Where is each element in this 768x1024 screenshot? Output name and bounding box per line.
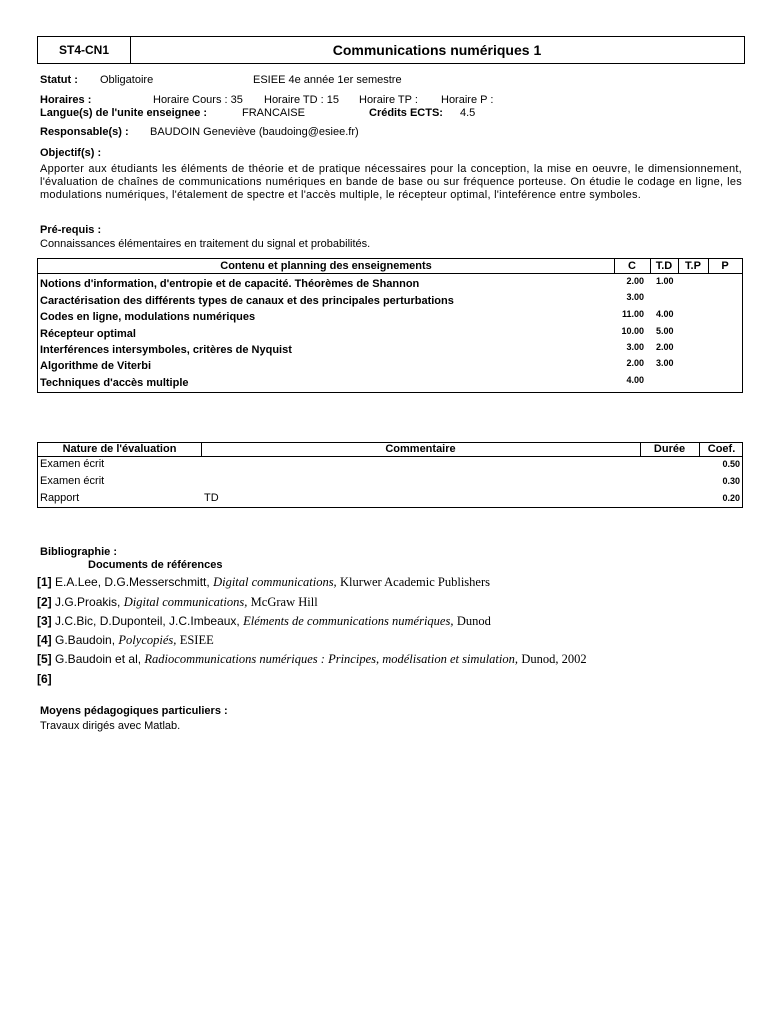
prerequis-label: Pré-requis : (40, 224, 102, 236)
contenu-header-tp: T.P (685, 260, 701, 272)
bib-item (37, 652, 587, 667)
contenu-row-c: 11.00 (621, 309, 644, 319)
contenu-row-c: 10.00 (621, 326, 644, 336)
contenu-row-c: 2.00 (626, 276, 644, 286)
objectif-text: Apporter aux étudiants les éléments de théorie et de pratique nécessaires pour la conception, la mise en oeuvre, le dimensionnement, l'évaluation de chaînes de communications numériques en bande de base ou sur fréquence porteuse. On étudie le codage en ligne, les modulations numériques, l'étalement de spectre et l'accès multiple, le récepteur optimal, l'inteférence entre symboles. (40, 163, 742, 201)
horaire-p: Horaire P : (441, 94, 494, 106)
contenu-row-td: 5.00 (656, 326, 674, 336)
contenu-row-label: Codes en ligne, modulations numériques (40, 311, 256, 323)
bibliographie-sublabel: Documents de références (88, 559, 223, 571)
eval-row-nature: Examen écrit (40, 458, 105, 470)
moyens-label: Moyens pédagogiques particuliers : (40, 705, 228, 717)
bib-author: G.Baudoin, (55, 633, 116, 647)
bib-num: [2] (37, 595, 52, 609)
contenu-row-label: Récepteur optimal (40, 328, 136, 340)
statut-label: Statut : (40, 74, 78, 86)
course-code: ST4-CN1 (38, 37, 131, 63)
responsable-label: Responsable(s) : (40, 126, 129, 138)
contenu-row-label: Algorithme de Viterbi (40, 360, 152, 372)
bib-title: Eléments de communications numériques, (243, 614, 454, 628)
bib-publisher: Dunod, 2002 (521, 652, 587, 666)
eval-row-nature: Rapport (40, 492, 80, 504)
course-title: Communications numériques 1 (332, 42, 542, 58)
bib-item (37, 672, 52, 686)
contenu-row-c: 3.00 (626, 292, 644, 302)
evaluation-table (37, 442, 743, 508)
bib-item (37, 595, 318, 610)
contenu-row-label: Techniques d'accès multiple (40, 377, 189, 389)
bib-num: [4] (37, 633, 52, 647)
eval-row-coef: 0.20 (722, 493, 740, 503)
contenu-header-td: T.D (655, 260, 673, 272)
contenu-row-td: 1.00 (656, 276, 674, 286)
bib-num: [1] (37, 575, 52, 589)
eval-header-coef: Coef. (707, 443, 736, 455)
eval-row-commentaire: TD (204, 492, 219, 504)
bib-item (37, 633, 214, 648)
contenu-row-label: Notions d'information, d'entropie et de capacité. Théorèmes de Shannon (40, 278, 420, 290)
eval-header-nature: Nature de l'évaluation (62, 443, 177, 455)
contenu-row-td: 4.00 (656, 309, 674, 319)
contenu-row-td: 3.00 (656, 358, 674, 368)
bib-num: [5] (37, 652, 52, 666)
horaire-cours: Horaire Cours : 35 (153, 94, 243, 106)
contenu-row-c: 2.00 (626, 358, 644, 368)
responsable-value: BAUDOIN Geneviève (baudoing@esiee.fr) (150, 126, 359, 138)
eval-header-duree: Durée (653, 443, 686, 455)
langue-label: Langue(s) de l'unite enseignee : (40, 107, 208, 119)
bib-publisher: Klurwer Academic Publishers (340, 575, 490, 589)
contenu-header-title: Contenu et planning des enseignements (220, 260, 432, 272)
course-header (37, 36, 745, 64)
bib-title: Digital communications, (123, 595, 248, 609)
contenu-row-label: Interférences intersymboles, critères de Nyquist (40, 344, 292, 356)
statut-value: Obligatoire (100, 74, 154, 86)
eval-row-coef: 0.30 (722, 476, 740, 486)
bib-author: J.G.Proakis, (55, 595, 121, 609)
prerequis-text: Connaissances élémentaires en traitement du signal et probabilités. (40, 238, 371, 250)
langue-value: FRANCAISE (242, 107, 305, 119)
bib-publisher: McGraw Hill (250, 595, 318, 609)
bib-publisher: ESIEE (179, 633, 214, 647)
eval-row-nature: Examen écrit (40, 475, 105, 487)
bib-author: E.A.Lee, D.G.Messerschmitt, (55, 575, 210, 589)
bib-publisher: Dunod (456, 614, 491, 628)
bib-item (37, 575, 490, 590)
bib-author: G.Baudoin et al, (55, 652, 142, 666)
bib-num: [6] (37, 672, 52, 686)
horaires-label: Horaires : (40, 94, 92, 106)
contenu-row-c: 4.00 (626, 375, 644, 385)
credits-label: Crédits ECTS: (369, 107, 443, 119)
contenu-row-c: 3.00 (626, 342, 644, 352)
bib-author: J.C.Bic, D.Duponteil, J.C.Imbeaux, (55, 614, 240, 628)
eval-row-coef: 0.50 (722, 459, 740, 469)
contenu-row-label: Caractérisation des différents types de canaux et des principales perturbations (40, 295, 454, 307)
bib-title: Polycopiés, (118, 633, 177, 647)
objectif-label: Objectif(s) : (40, 147, 102, 159)
bibliographie-label: Bibliographie : (40, 546, 117, 558)
horaire-td: Horaire TD : 15 (264, 94, 339, 106)
contenu-row-td: 2.00 (656, 342, 674, 352)
school-year: ESIEE 4e année 1er semestre (253, 74, 402, 86)
contenu-table (37, 258, 743, 393)
bib-title: Radiocommunications numériques : Principes, modélisation et simulation, (144, 652, 518, 666)
contenu-header-c: C (628, 260, 636, 272)
credits-value: 4.5 (460, 107, 476, 119)
bib-num: [3] (37, 614, 52, 628)
contenu-header-p: P (721, 260, 729, 272)
bib-title: Digital communications, (213, 575, 337, 589)
horaire-tp: Horaire TP : (359, 94, 418, 106)
bib-item (37, 614, 491, 629)
eval-header-commentaire: Commentaire (385, 443, 456, 455)
moyens-text: Travaux dirigés avec Matlab. (40, 720, 181, 732)
